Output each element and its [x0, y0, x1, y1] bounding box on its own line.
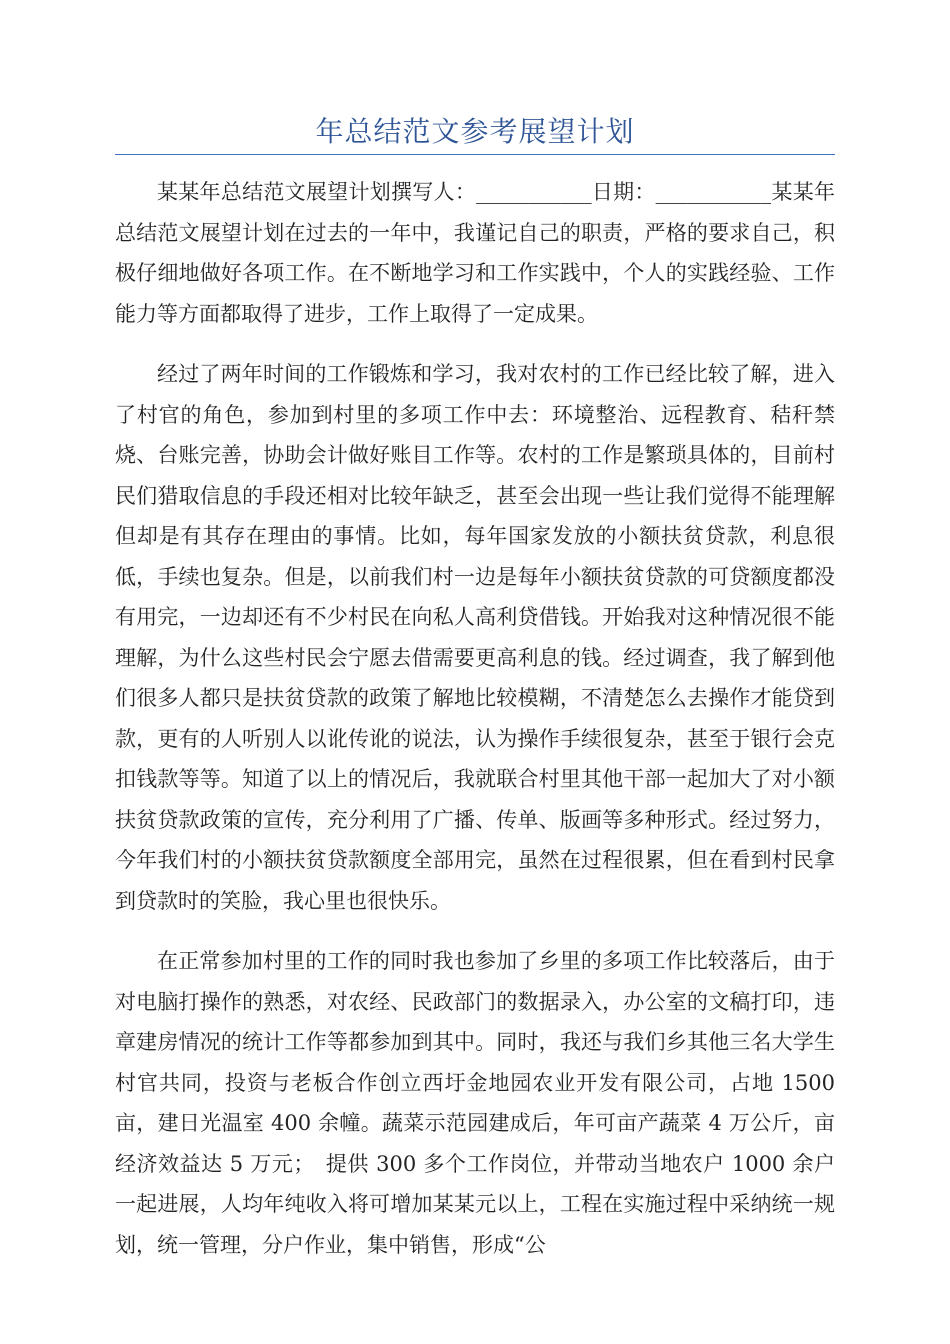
paragraph-intro: 某某年总结范文展望计划撰写人：___________日期：___________某某年总结范文展望计划在过去的一年中，我谨记自己的职责，严格的要求自己，积极仔细地做好各项工作。在不断地学习和工作实践中，个人的实践经验、工作能力等方面都取得了进步，工作上取得了一定成果。 [115, 180, 835, 326]
paragraph-township-work: 在正常参加村里的工作的同时我也参加了乡里的多项工作比较落后，由于对电脑打操作的熟悉，对农经、民政部门的数据录入，办公室的文稿打印，违章建房情况的统计工作等都参加到其中。同时，我还与我们乡其他三名大学生村官共同，投资与老板合作创立西圩金地园农业开发有限公司，占地 1500 亩，建日光温室 400 余幢。蔬菜示范园建成后，年可亩产蔬菜 4 万公斤，亩经济效益达 5 万元； 提供 300 多个工作岗位，并带动当地农户 1000 余户一起进展，人均年纯收入将可增加某某元以上，工程在实施过程中采纳统一规划，统一管理，分户作业，集中销售，形成“公 [115, 949, 835, 1257]
paragraph-village-work: 经过了两年时间的工作锻炼和学习，我对农村的工作已经比较了解，进入了村官的角色，参加到村里的多项工作中去：环境整治、远程教育、秸秆禁烧、台账完善，协助会计做好账目工作等。农村的工作是繁琐具体的，目前村民们猎取信息的手段还相对比较年缺乏，甚至会出现一些让我们觉得不能理解但却是有其存在理由的事情。比如，每年国家发放的小额扶贫贷款，利息很低，手续也复杂。但是，以前我们村一边是每年小额扶贫贷款的可贷额度都没有用完，一边却还有不少村民在向私人高利贷借钱。开始我对这种情况很不能理解，为什么这些村民会宁愿去借需要更高利息的钱。经过调查，我了解到他们很多人都只是扶贫贷款的政策了解地比较模糊，不清楚怎么去操作才能贷到款，更有的人听别人以讹传讹的说法，认为操作手续很复杂，甚至于银行会克扣钱款等等。知道了以上的情况后，我就联合村里其他干部一起加大了对小额扶贫贷款政策的宣传，充分利用了广播、传单、版画等多种形式。经过努力，今年我们村的小额扶贫贷款额度全部用完，虽然在过程很累，但在看到村民拿到贷款时的笑脸，我心里也很快乐。 [115, 362, 835, 913]
title-underline [115, 154, 835, 155]
document-body [115, 172, 835, 1285]
document-title: 年总结范文参考展望计划 [315, 115, 635, 148]
